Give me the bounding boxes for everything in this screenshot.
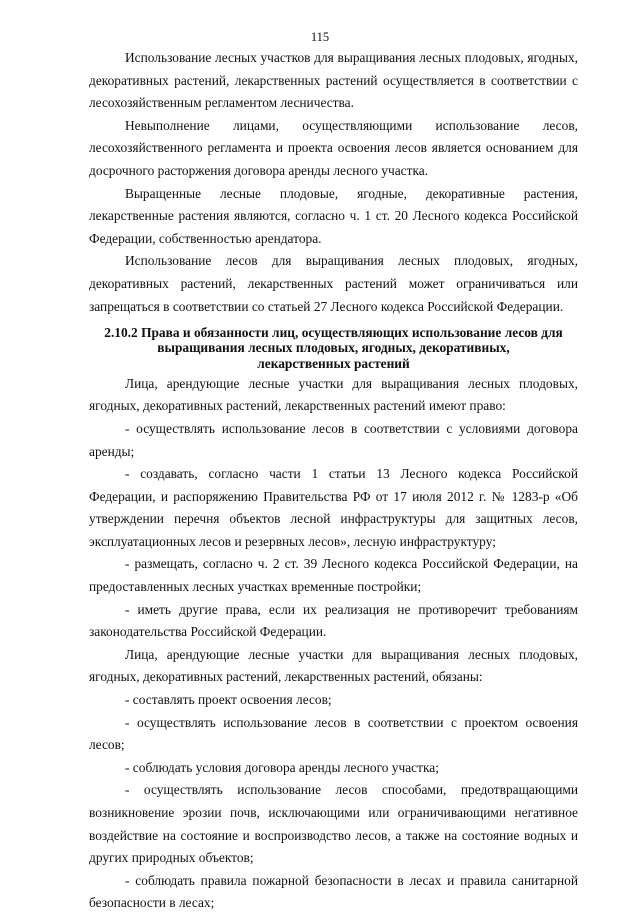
paragraph-intro-4: Использование лесов для выращивания лесных плодовых, ягодных, декоративных растений, лекарственных растений может ограничиваться или запрещаться в соответствии со статьей 27 Лесного кодекса Российской Федерации. xyxy=(89,253,578,314)
rights-intro: Лица, арендующие лесные участки для выращивания лесных плодовых, ягодных, декоративных растений, лекарственных растений имеют право: xyxy=(89,375,578,414)
section-heading xyxy=(89,325,578,371)
paragraph-intro-2: Невыполнение лицами, осуществляющими использование лесов, лесохозяйственного регламента и проекта освоения лесов является основанием для досрочного расторжения договора аренды лесного участка. xyxy=(89,117,578,178)
duties-item-3: - соблюдать условия договора аренды лесного участка; xyxy=(125,759,439,775)
duties-item-2: - осуществлять использование лесов в соответствии с проектом освоения лесов; xyxy=(89,714,578,753)
duties-item-4: - осуществлять использование лесов способами, предотвращающими возникновение эрозии почв, исключающими или ограничивающими негативное воздействие на состояние и воспроизводство лесов, а также на состояние водных и других природных объектов; xyxy=(89,782,578,866)
paragraph-intro-1: Использование лесных участков для выращивания лесных плодовых, ягодных, декоративных растений, лекарственных растений осуществляется в соответствии с лесохозяйственным регламентом лесничества. xyxy=(89,50,578,111)
rights-item-1: - осуществлять использование лесов в соответствии с условиями договора аренды; xyxy=(89,420,578,459)
document-body xyxy=(89,47,578,915)
duties-intro: Лица, арендующие лесные участки для выращивания лесных плодовых, ягодных, декоративных растений, лекарственных растений, обязаны: xyxy=(89,646,578,685)
section-heading-line-2: выращивания лесных плодовых, ягодных, декоративных, xyxy=(157,340,510,356)
duties-item-1: - составлять проект освоения лесов; xyxy=(125,692,332,708)
section-heading-line-1: 2.10.2 Права и обязанности лиц, осуществляющих использование лесов для xyxy=(104,325,563,341)
rights-item-3: - размещать, согласно ч. 2 ст. 39 Лесного кодекса Российской Федерации, на предоставленных лесных участках временные постройки; xyxy=(89,556,578,595)
rights-item-2: - создавать, согласно части 1 статьи 13 Лесного кодекса Российской Федерации, и распоряжению Правительства РФ от 17 июля 2012 г. № 1283-р «Об утверждении перечня объектов лесной инфраструктуры для защитных лесов, эксплуатационных лесов и резервных лесов», лесную инфраструктуру; xyxy=(89,466,578,549)
duties-item-5: - соблюдать правила пожарной безопасности в лесах и правила санитарной безопасности в лесах; xyxy=(89,872,578,911)
page-number: 115 xyxy=(310,30,330,44)
paragraph-intro-3: Выращенные лесные плодовые, ягодные, декоративные растения, лекарственные растения являются, согласно ч. 1 ст. 20 Лесного кодекса Российской Федерации, собственностью арендатора. xyxy=(89,185,578,246)
rights-item-4: - иметь другие права, если их реализация не противоречит требованиям законодательства Российской Федерации. xyxy=(89,601,578,640)
section-heading-line-3: лекарственных растений xyxy=(257,355,410,371)
